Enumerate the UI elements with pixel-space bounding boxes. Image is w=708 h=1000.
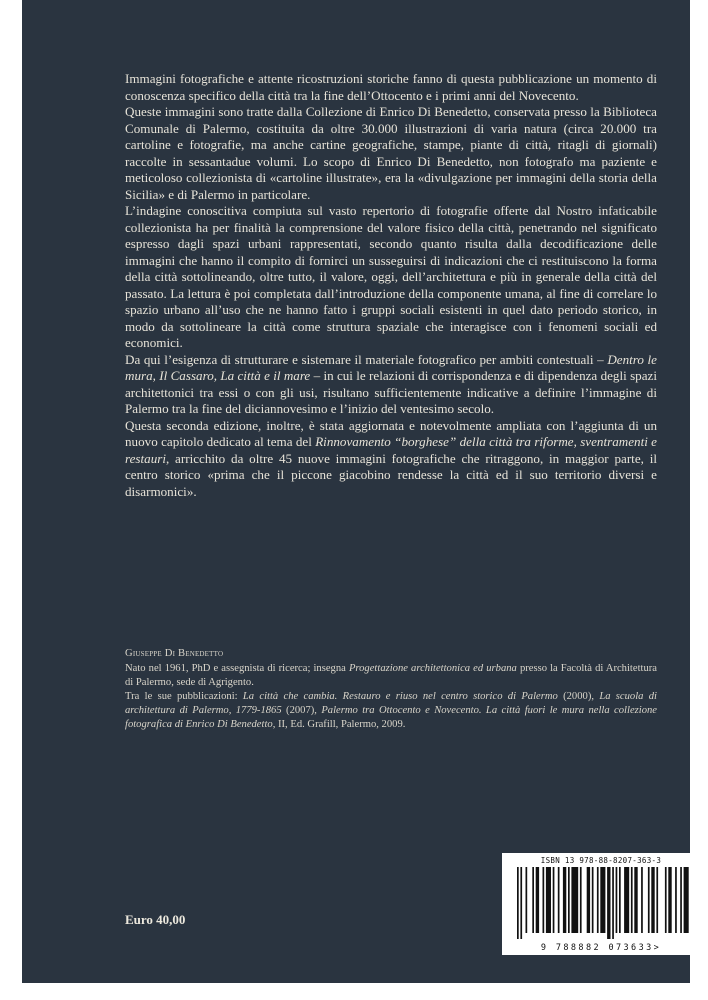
barcode-bar: [532, 867, 534, 933]
barcode-end-mark: >: [653, 943, 662, 953]
italic-text: Palermo tra Ottocento e Novecento. La città fuori le mura nella collezione fotografica di Enrico Di Benedetto: [125, 705, 658, 730]
synopsis-paragraph: [125, 418, 657, 501]
barcode-bar: [680, 867, 682, 933]
italic-text: Progettazione architettonica ed urbana: [348, 663, 517, 674]
barcode-bar: [648, 867, 650, 933]
barcode-bar: [553, 867, 555, 933]
barcode-bar: [634, 867, 637, 933]
isbn-label: ISBN 13 978-88-8207-363-3: [540, 856, 662, 865]
author-name: Giuseppe Di Benedetto: [125, 648, 224, 659]
text-run: Tra le sue pubblicazioni:: [125, 691, 243, 702]
barcode-bar: [619, 867, 621, 933]
barcode-bar: [616, 867, 618, 933]
back-cover: [22, 0, 690, 983]
barcode-bar: [665, 867, 667, 933]
text-run: L’indagine conoscitiva compiuta sul vasto repertorio di fotografie offerte dal Nostro infaticabile collezionista ha per finalità la comprensione del valore fisico della città, penetrando nel significato espresso dagli spazi urbani rappresentati, secondo quanto risulta dalla decodificazione delle immagini che hanno il compito di fornirci un susseguirsi di indicazioni che ci restituiscono la forma della città sottolineando, oltre tutto, il valore, oggi, dell’architettura e più in generale della città del passato. La lettura è poi completata dall’introduzione della componente umana, al fine di correlare lo spazio urbano all’uso che ne hanno fatto i gruppi sociali esistenti in quel dato periodo storico, in modo da sottolineare la città come struttura spaziale che interagisce con i fenomeni sociali ed economici.: [125, 203, 657, 350]
synopsis-paragraph: [125, 352, 657, 418]
barcode-number: 9 788882 073633: [540, 943, 654, 953]
text-run: , arricchito da oltre 45 nuove immagini fotografiche che ritraggono, in maggior parte, il centro storico «prima che il piccone giacobino rendesse la città ed il suo territorio diversi e disarmonici».: [125, 450, 657, 499]
price-label: Euro 40,00: [125, 912, 186, 927]
barcode-bar: [607, 867, 610, 939]
text-run: Queste immagini sono tratte dalla Collezione di Enrico Di Benedetto, conservata presso la Biblioteca Comunale di Palermo, costituita da oltre 30.000 illustrazioni di varia natura (circa 20.000 tra cartoline e fotografie, ma anche cartine geografiche, stampe, piante di città, ritagli di giornali) raccolte in sessantadue volumi. Lo scopo di Enrico Di Benedetto, non fotografo ma paziente e meticoloso collezionista di «cartoline illustrate», era la «divulgazione per immagini della storia della Sicilia» e di Palermo in particolare.: [125, 104, 657, 202]
barcode-bar: [631, 867, 633, 933]
barcode-bar: [624, 867, 629, 933]
barcode-bar: [543, 867, 545, 933]
barcode-bar: [597, 867, 599, 933]
isbn-barcode: [502, 853, 700, 955]
italic-text: La scuola di architettura di Palermo, 1779-1865: [125, 691, 657, 716]
text-run: Immagini fotografiche e attente ricostruzioni storiche fanno di questa pubblicazione un momento di conoscenza specifico della città tra la fine dell’Ottocento e i primi anni del Novecento.: [125, 71, 657, 103]
barcode-bar: [526, 867, 528, 933]
author-note: [125, 647, 657, 732]
text-run: , II, Ed. Grafill, Palermo, 2009.: [272, 719, 406, 730]
barcode-bar: [546, 867, 551, 933]
barcode-bar: [600, 867, 605, 933]
text-run: (2000),: [557, 691, 600, 702]
synopsis-paragraph: [125, 104, 657, 203]
barcode-bar: [587, 867, 590, 933]
barcode-bar: [571, 867, 578, 933]
barcode-bars: [513, 867, 689, 939]
author-publications: [125, 690, 657, 732]
barcode-bar: [558, 867, 560, 933]
barcode-bar: [651, 867, 654, 933]
barcode-bar: [568, 867, 570, 933]
italic-text: La città che cambia. Restauro e riuso nel centro storico di Palermo: [242, 691, 558, 702]
synopsis: [125, 71, 657, 500]
italic-text: Dentro le mura, Il Cassaro, La città e il mare: [125, 351, 657, 383]
italic-text: Rinnovamento “borghese” della città tra riforme, sventramenti e restauri: [125, 434, 657, 466]
text-run: Questa seconda edizione, inoltre, è stata aggiornata e notevolmente ampliata con l’aggiunta di un nuovo capitolo dedicato al tema del: [125, 417, 657, 449]
text-run: Nato nel 1961, PhD e assegnista di ricerca; insegna: [125, 663, 349, 674]
synopsis-paragraph: [125, 203, 657, 352]
barcode-bar: [675, 867, 677, 933]
text-run: presso la Facoltà di Architettura di Palermo, sede di Agrigento.: [125, 663, 657, 688]
barcode-bar: [536, 867, 539, 933]
text-run: – in cui le relazioni di corrispondenza e di dipendenza degli spazi architettonici tra essi o con gli usi, risultano sufficientemente indicative a definire l’immagine di Palermo tra la fine del diciannovesimo e l’inizio del ventesimo secolo.: [125, 368, 657, 416]
barcode-bar: [517, 867, 519, 939]
text-run: Da qui l’esigenza di strutturare e sistemare il materiale fotografico per ambiti contestuali –: [125, 351, 608, 367]
synopsis-paragraph: [125, 71, 657, 104]
barcode-bar: [520, 867, 522, 939]
text-run: (2007),: [281, 705, 322, 716]
barcode-digits: [502, 943, 700, 953]
barcode-bar: [612, 867, 614, 939]
barcode-bar: [684, 867, 689, 933]
barcode-bar: [580, 867, 582, 933]
barcode-bar: [563, 867, 566, 933]
barcode-bar: [668, 867, 671, 933]
barcode-bar: [656, 867, 658, 933]
barcode-bar: [641, 867, 643, 933]
barcode-bar: [592, 867, 594, 933]
author-bio: [125, 662, 657, 690]
